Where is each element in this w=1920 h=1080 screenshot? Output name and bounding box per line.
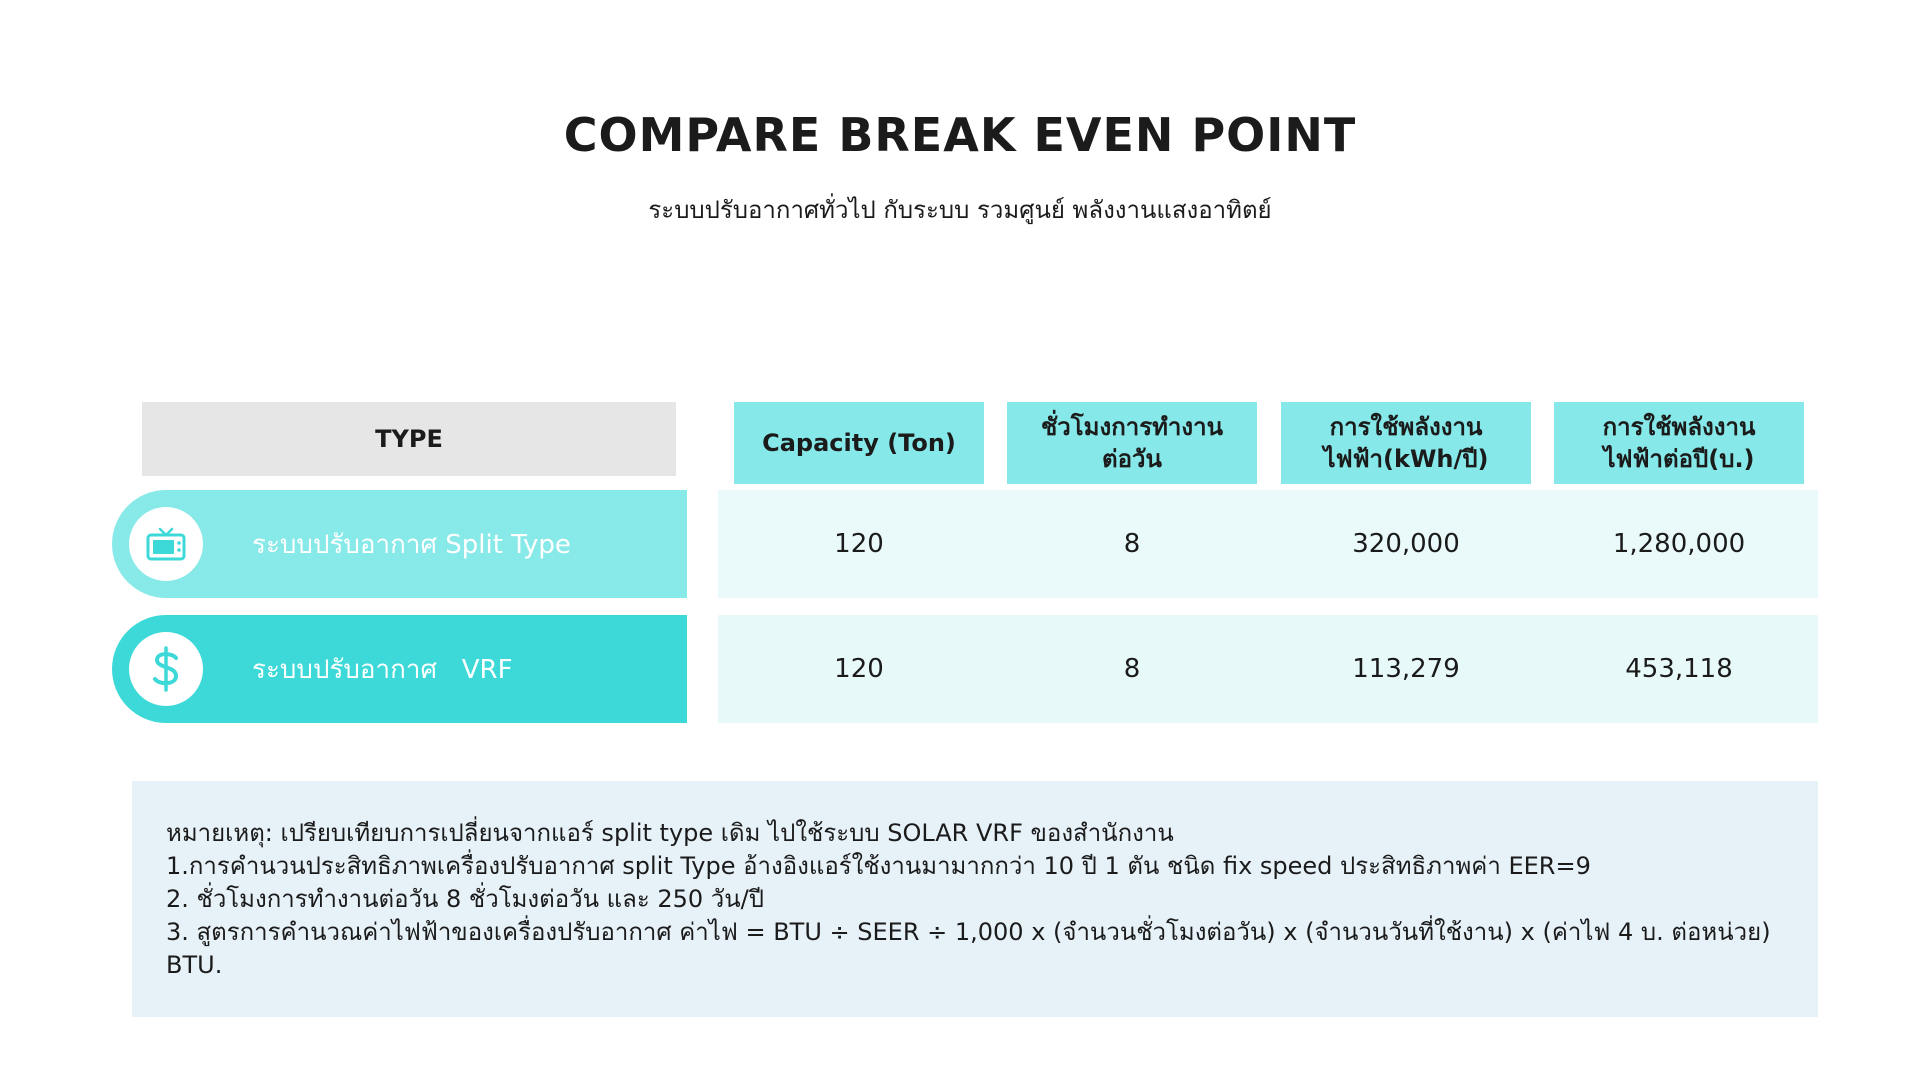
header-type: TYPE <box>142 402 676 476</box>
row-type-pill <box>112 615 687 723</box>
cell-cost: 1,280,000 <box>1612 529 1746 559</box>
table-row <box>112 490 1818 598</box>
header-cost-label: การใช้พลังงานไฟฟ้าต่อปี(บ.) <box>1602 413 1756 473</box>
header-hours-label: ชั่วโมงการทำงานต่อวัน <box>1041 413 1223 473</box>
cell-cost: 453,118 <box>1625 654 1733 684</box>
cell-energy: 320,000 <box>1352 529 1460 559</box>
cell-hours: 8 <box>1123 529 1141 559</box>
page-title: COMPARE BREAK EVEN POINT <box>563 108 1357 162</box>
notes-box <box>132 781 1818 1017</box>
header-hours <box>1007 402 1257 484</box>
cell-capacity: 120 <box>834 654 884 684</box>
note-line: 2. ชั่วโมงการทำงานต่อวัน 8 ชั่วโมงต่อวัน และ 250 วัน/ปี <box>166 885 764 913</box>
dollar-icon <box>149 646 183 692</box>
header-capacity: Capacity (Ton) <box>734 402 984 484</box>
icon-badge <box>129 632 203 706</box>
note-line: 1.การคำนวนประสิทธิภาพเครื่องปรับอากาศ split Type อ้างอิงแอร์ใช้งานมามากกว่า 10 ปี 1 ตัน ชนิด fix speed ประสิทธิภาพค่า EER=9 <box>166 852 1591 880</box>
page-subtitle: ระบบปรับอากาศทั่วไป กับระบบ รวมศูนย์ พลังงานแสงอาทิตย์ <box>648 196 1272 224</box>
cell-hours: 8 <box>1123 654 1141 684</box>
note-line: หมายเหตุ: เปรียบเทียบการเปลี่ยนจากแอร์ split type เดิม ไปใช้ระบบ SOLAR VRF ของสำนักงาน <box>166 819 1174 847</box>
row-type-label: ระบบปรับอากาศ Split Type <box>252 529 571 560</box>
tv-icon <box>146 527 186 561</box>
cell-capacity: 120 <box>834 529 884 559</box>
table-row <box>112 615 1818 723</box>
header-energy <box>1281 402 1531 484</box>
icon-badge <box>129 507 203 581</box>
row-type-label: ระบบปรับอากาศ VRF <box>252 654 513 685</box>
header-cost <box>1554 402 1804 484</box>
row-type-pill <box>112 490 687 598</box>
header-energy-label: การใช้พลังงานไฟฟ้า(kWh/ปี) <box>1323 413 1489 473</box>
note-line: 3. สูตรการคำนวณค่าไฟฟ้าของเครื่องปรับอากาศ ค่าไฟ = BTU ÷ SEER ÷ 1,000 x (จำนวนชั่วโมงต่อวัน) x (จำนวนวันที่ใช้งาน) x (ค่าไฟ 4 บ. ต่อหน่วย) BTU. <box>166 918 1771 979</box>
cell-energy: 113,279 <box>1352 654 1460 684</box>
